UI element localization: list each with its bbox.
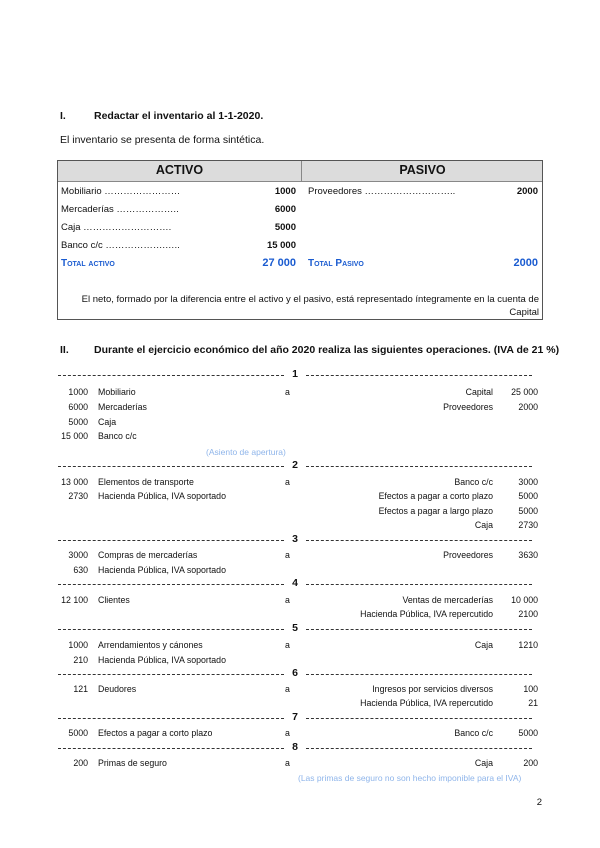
debit-account: Hacienda Pública, IVA soportado	[98, 491, 226, 501]
section-1-title: Redactar el inventario al 1-1-2020.	[94, 110, 264, 122]
debit-account: Primas de seguro	[98, 758, 167, 768]
section-2-number: II.	[60, 344, 69, 356]
a-word: a	[285, 477, 290, 487]
total-activo-value: 27 000	[262, 257, 296, 269]
a-word: a	[285, 640, 290, 650]
debit-amount: 1000	[68, 387, 88, 397]
credit-account: Banco c/c	[454, 477, 493, 487]
debit-account: Hacienda Pública, IVA soportado	[98, 655, 226, 665]
credit-amount: 3630	[518, 550, 538, 560]
pasivo-item-label: Proveedores ………………………..	[308, 186, 456, 197]
credit-amount: 10 000	[511, 595, 538, 605]
journal-separator	[58, 369, 536, 381]
credit-amount: 3000	[518, 477, 538, 487]
entry-number: 2	[292, 459, 298, 471]
debit-amount: 5000	[68, 728, 88, 738]
debit-account: Deudores	[98, 684, 137, 694]
credit-account: Caja	[474, 758, 493, 768]
entry-number: 7	[292, 711, 298, 723]
credit-amount: 5000	[518, 506, 538, 516]
credit-account: Ingresos por servicios diversos	[372, 684, 493, 694]
journal-row	[58, 402, 542, 415]
credit-account: Banco c/c	[454, 728, 493, 738]
credit-amount: 100	[523, 684, 538, 694]
debit-amount: 12 100	[61, 595, 88, 605]
debit-account: Caja	[98, 417, 117, 427]
credit-account: Hacienda Pública, IVA repercutido	[360, 698, 493, 708]
activo-item-label: Banco c/c ……………….…..	[61, 240, 180, 251]
debit-account: Mobiliario	[98, 387, 136, 397]
debit-amount: 210	[73, 655, 88, 665]
journal-row	[58, 758, 542, 771]
debit-amount: 15 000	[61, 431, 88, 441]
credit-amount: 2000	[518, 402, 538, 412]
activo-item-label: Mobiliario ……………………	[61, 186, 181, 197]
balance-note: El neto, formado por la diferencia entre el activo y el pasivo, está representado íntegramente en la cuenta de Capital	[81, 294, 539, 318]
debit-amount: 1000	[68, 640, 88, 650]
a-word: a	[285, 758, 290, 768]
credit-amount: 2100	[518, 609, 538, 619]
journal-separator	[58, 534, 536, 546]
activo-item-value: 15 000	[266, 240, 296, 251]
credit-amount: 21	[528, 698, 538, 708]
journal-row	[58, 477, 542, 490]
debit-amount: 3000	[68, 550, 88, 560]
total-pasivo-label: Total Pasivo	[308, 258, 364, 269]
debit-account: Compras de mercaderías	[98, 550, 198, 560]
a-word: a	[285, 684, 290, 694]
credit-amount: 1210	[518, 640, 538, 650]
activo-header: ACTIVO	[155, 163, 204, 177]
journal-separator	[58, 712, 536, 724]
debit-account: Mercaderías	[98, 402, 147, 412]
credit-account: Capital	[465, 387, 493, 397]
entry-number: 1	[292, 368, 298, 380]
journal-row	[58, 728, 542, 741]
credit-amount: 5000	[518, 491, 538, 501]
credit-account: Proveedores	[443, 550, 493, 560]
journal-separator	[58, 578, 536, 590]
debit-account: Hacienda Pública, IVA soportado	[98, 565, 226, 575]
a-word: a	[285, 387, 290, 397]
entry-number: 3	[292, 533, 298, 545]
credit-amount: 200	[523, 758, 538, 768]
debit-amount: 5000	[68, 417, 88, 427]
inventory-balance-table	[57, 160, 543, 320]
credit-account: Ventas de mercaderías	[402, 595, 493, 605]
a-word: a	[285, 550, 290, 560]
journal-separator	[58, 460, 536, 472]
section-2-heading	[60, 344, 559, 356]
journal-separator	[58, 668, 536, 680]
journal-row	[58, 684, 542, 697]
credit-account: Efectos a pagar a corto plazo	[378, 491, 493, 501]
journal-row	[58, 506, 542, 519]
pasivo-header: PASIVO	[399, 163, 446, 177]
entry-number: 5	[292, 622, 298, 634]
debit-account: Arrendamientos y cánones	[98, 640, 203, 650]
credit-amount: 5000	[518, 728, 538, 738]
entry-number: 4	[292, 577, 298, 589]
debit-account: Elementos de transporte	[98, 477, 194, 487]
activo-item-value: 6000	[274, 204, 296, 215]
debit-amount: 200	[73, 758, 88, 768]
total-activo-label: Total activo	[61, 258, 115, 269]
journal-row	[58, 387, 542, 400]
debit-amount: 13 000	[61, 477, 88, 487]
journal-separator	[58, 742, 536, 754]
journal-row	[58, 640, 542, 653]
journal-row	[58, 609, 542, 622]
section-1-heading	[60, 110, 263, 122]
section-2-title: Durante el ejercicio económico del año 2020 realiza las siguientes operaciones. (IVA de 21 %)	[94, 344, 560, 356]
a-word: a	[285, 595, 290, 605]
entry-8-remark: (Las primas de seguro no son hecho imponible para el IVA)	[298, 773, 522, 783]
entry-number: 6	[292, 667, 298, 679]
journal-row	[58, 417, 542, 430]
credit-account: Caja	[474, 640, 493, 650]
entry-1-remark: (Asiento de apertura)	[206, 447, 286, 457]
pasivo-item-value: 2000	[516, 186, 538, 197]
debit-amount: 121	[73, 684, 88, 694]
page-number: 2	[536, 797, 542, 808]
section-1-number: I.	[60, 110, 66, 122]
intro-text: El inventario se presenta de forma sintética.	[60, 134, 265, 146]
debit-account: Efectos a pagar a corto plazo	[98, 728, 213, 738]
credit-account: Efectos a pagar a largo plazo	[378, 506, 493, 516]
credit-account: Caja	[474, 520, 493, 530]
credit-account: Hacienda Pública, IVA repercutido	[360, 609, 493, 619]
activo-item-label: Mercaderías ………………..	[61, 204, 179, 215]
debit-amount: 630	[73, 565, 88, 575]
journal-row	[58, 595, 542, 608]
debit-amount: 2730	[68, 491, 88, 501]
activo-item-value: 1000	[274, 186, 296, 197]
debit-account: Clientes	[98, 595, 130, 605]
balance-header	[58, 161, 542, 182]
a-word: a	[285, 728, 290, 738]
credit-amount: 2730	[518, 520, 538, 530]
debit-amount: 6000	[68, 402, 88, 412]
activo-item-label: Caja ……………………….	[61, 222, 172, 233]
journal-row	[58, 431, 542, 444]
credit-account: Proveedores	[443, 402, 493, 412]
total-pasivo-value: 2000	[513, 257, 538, 269]
entry-number: 8	[292, 741, 298, 753]
journal-row	[58, 491, 542, 504]
journal-row	[58, 550, 542, 563]
credit-amount: 25 000	[511, 387, 538, 397]
journal-separator	[58, 623, 536, 635]
journal-row	[58, 520, 542, 533]
debit-account: Banco c/c	[98, 431, 137, 441]
journal-row	[58, 698, 542, 711]
activo-item-value: 5000	[274, 222, 296, 233]
